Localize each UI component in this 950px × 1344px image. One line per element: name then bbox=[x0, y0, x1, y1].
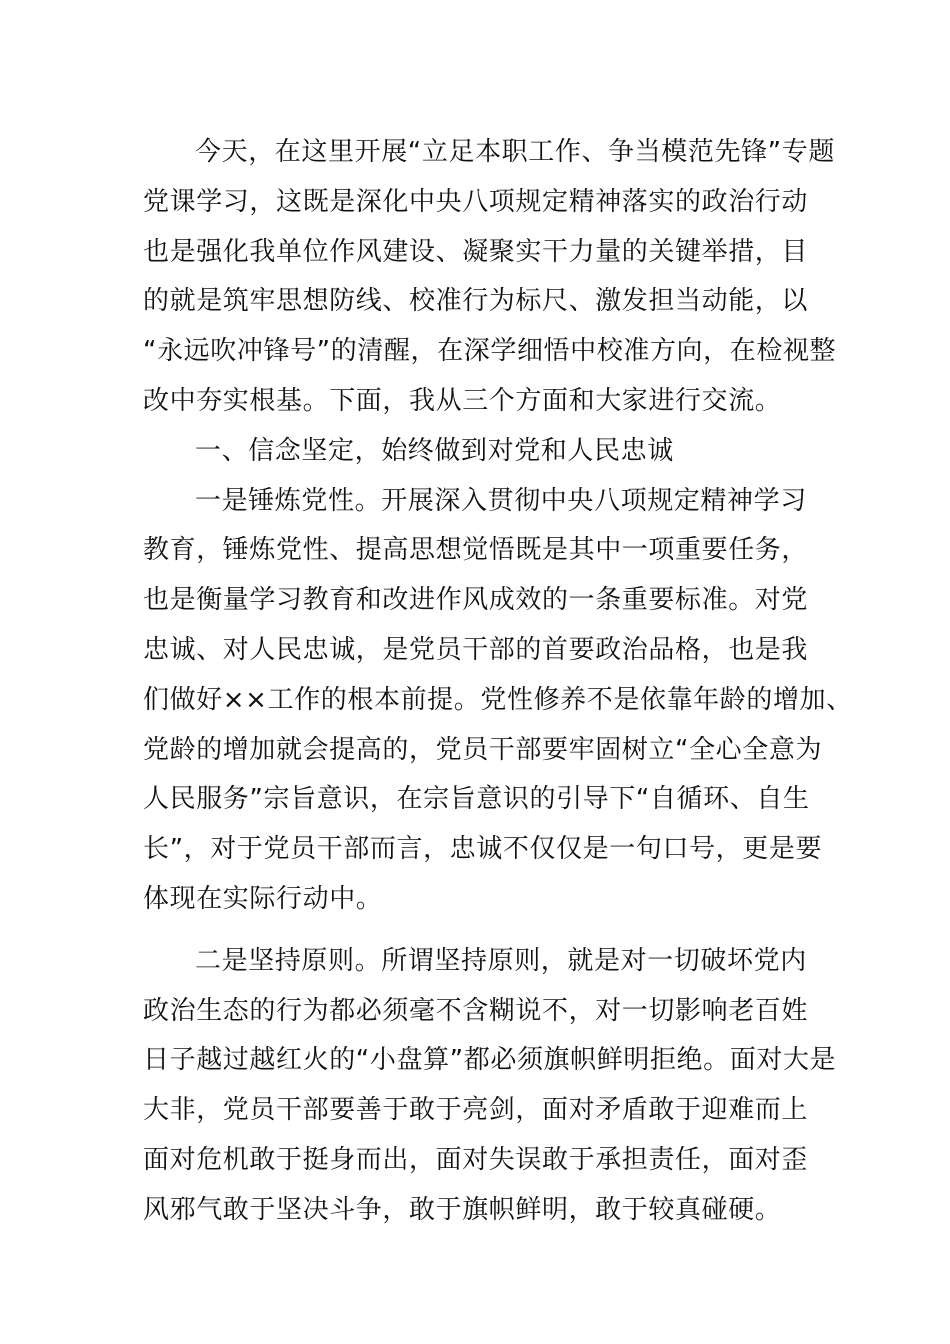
text-line: 们做好××工作的根本前提。党性修养不是依靠年龄的增加、 bbox=[143, 684, 853, 715]
text-line: 忠诚、对人民忠诚，是党员干部的首要政治品格，也是我 bbox=[143, 634, 809, 665]
text-line: 政治生态的行为都必须毫不含糊说不，对一切影响老百姓 bbox=[143, 995, 809, 1026]
document-body bbox=[143, 128, 853, 1236]
text-line: 体现在实际行动中。 bbox=[143, 883, 383, 914]
text-line: 大非，党员干部要善于敢于亮剑，面对矛盾敢于迎难而上 bbox=[143, 1095, 809, 1126]
text-line: 一是锤炼党性。开展深入贯彻中央八项规定精神学习 bbox=[195, 485, 807, 516]
text-line: 长”，对于党员干部而言，忠诚不仅仅是一句口号，更是要 bbox=[143, 834, 823, 865]
paragraph-party-spirit bbox=[143, 477, 853, 925]
text-line: 二是坚持原则。所谓坚持原则，就是对一切破坏党内 bbox=[195, 945, 807, 976]
text-line: 的就是筑牢思想防线、校准行为标尺、激发担当动能，以 bbox=[143, 286, 809, 317]
text-line: “永远吹冲锋号”的清醒，在深学细悟中校准方向，在检视整 bbox=[143, 336, 837, 367]
text-line: 日子越过越红火的“小盘算”都必须旗帜鲜明拒绝。面对大是 bbox=[143, 1045, 837, 1076]
text-line: 也是衡量学习教育和改进作风成效的一条重要标准。对党 bbox=[143, 585, 809, 616]
text-line: 风邪气敢于坚决斗争，敢于旗帜鲜明，敢于较真碰硬。 bbox=[143, 1194, 782, 1225]
text-line: 今天，在这里开展“立足本职工作、争当模范先锋”专题 bbox=[195, 137, 835, 167]
text-line: 党课学习，这既是深化中央八项规定精神落实的政治行动 bbox=[143, 186, 809, 217]
text-line: 面对危机敢于挺身而出，面对失误敢于承担责任，面对歪 bbox=[143, 1144, 809, 1175]
paragraph-intro bbox=[143, 128, 837, 427]
text-line: 教育，锤炼党性、提高思想觉悟既是其中一项重要任务， bbox=[143, 535, 809, 566]
paragraph-gap bbox=[143, 925, 823, 937]
text-line: 人民服务”宗旨意识，在宗旨意识的引导下“自循环、自生 bbox=[143, 784, 810, 815]
section-heading: 一、信念坚定，始终做到对党和人民忠诚 bbox=[195, 435, 674, 466]
text-line: 党龄的增加就会提高的，党员干部要牢固树立“全心全意为 bbox=[143, 734, 823, 765]
text-line: 也是强化我单位作风建设、凝聚实干力量的关键举措，目 bbox=[143, 236, 809, 267]
text-line: 改中夯实根基。下面，我从三个方面和大家进行交流。 bbox=[143, 385, 782, 416]
paragraph-principles bbox=[143, 937, 837, 1236]
